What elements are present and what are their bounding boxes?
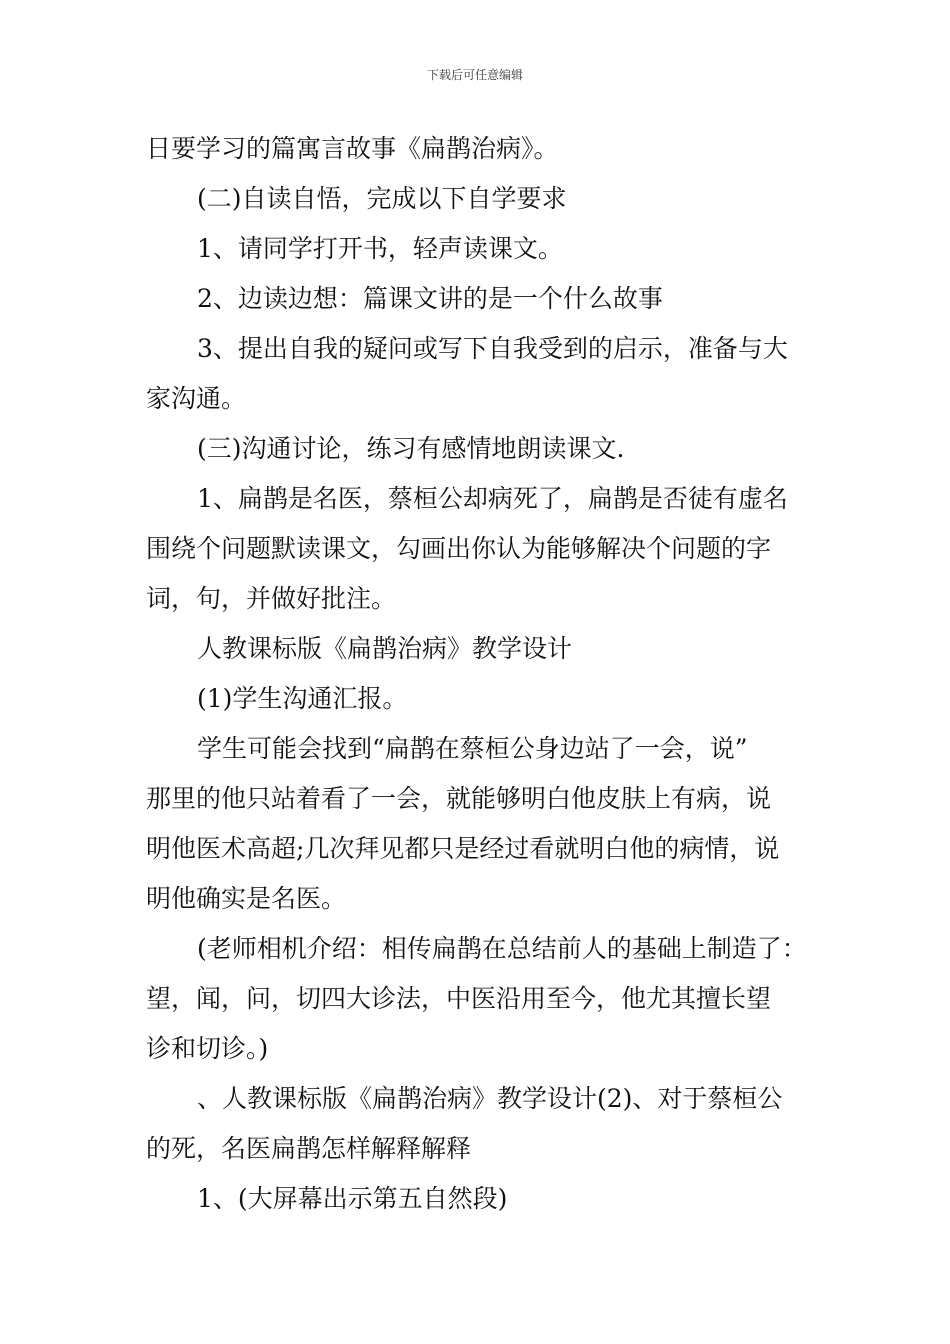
paragraph-13 [146,1174,826,1224]
text-line: 的死，名医扁鹊怎样解释解释 [146,1134,472,1163]
text-line: 明他医术高超;几次拜见都只是经过看就明白他的病情，说 [146,834,780,863]
text-line: 那里的他只站着看了一会，就能够明白他皮肤上有病，说 [146,784,772,813]
paragraph-6 [146,424,826,474]
document-body [146,124,826,1224]
text-line: 学生可能会找到“扁鹊在蔡桓公身边站了一会，说” [197,734,748,763]
text-line: 1、扁鹊是名医，蔡桓公却病死了，扁鹊是否徒有虚名 [197,484,788,513]
paragraph-5 [146,324,826,424]
text-line: (老师相机介绍：相传扁鹊在总结前人的基础上制造了： [197,934,807,963]
paragraph-4 [146,274,826,324]
paragraph-10 [146,724,826,924]
paragraph-2 [146,174,826,224]
paragraph-7 [146,474,826,624]
text-line: 诊和切诊。) [146,1034,269,1063]
text-line: 、人教课标版《扁鹊治病》教学设计(2)、对于蔡桓公 [197,1084,783,1113]
text-line: 人教课标版《扁鹊治病》教学设计 [197,634,573,663]
text-line: (二)自读自悟，完成以下自学要求 [197,184,567,213]
text-line: 日要学习的篇寓言故事《扁鹊治病》。 [146,134,559,163]
paragraph-12 [146,1074,826,1174]
paragraph-9 [146,674,826,724]
text-line: 词，句，并做好批注。 [146,584,397,613]
text-line: 2、边读边想：篇课文讲的是一个什么故事 [197,284,663,313]
text-line: 3、提出自我的疑问或写下自我受到的启示，准备与大 [197,334,788,363]
paragraph-1 [146,124,826,174]
text-line: 1、(大屏幕出示第五自然段) [197,1184,508,1213]
text-line: 家沟通。 [146,384,247,413]
page-header: 下载后可任意编辑 [426,68,523,82]
text-line: 望，闻，问，切四大诊法，中医沿用至今，他尤其擅长望 [146,984,772,1013]
paragraph-11 [146,924,826,1074]
text-line: (三)沟通讨论，练习有感情地朗读课文. [197,434,625,463]
paragraph-3 [146,224,826,274]
text-line: 1、请同学打开书，轻声读课文。 [197,234,563,263]
text-line: (1)学生沟通汇报。 [197,684,408,713]
paragraph-8 [146,624,826,674]
text-line: 明他确实是名医。 [146,884,347,913]
text-line: 围绕个问题默读课文，勾画出你认为能够解决个问题的字 [146,534,772,563]
